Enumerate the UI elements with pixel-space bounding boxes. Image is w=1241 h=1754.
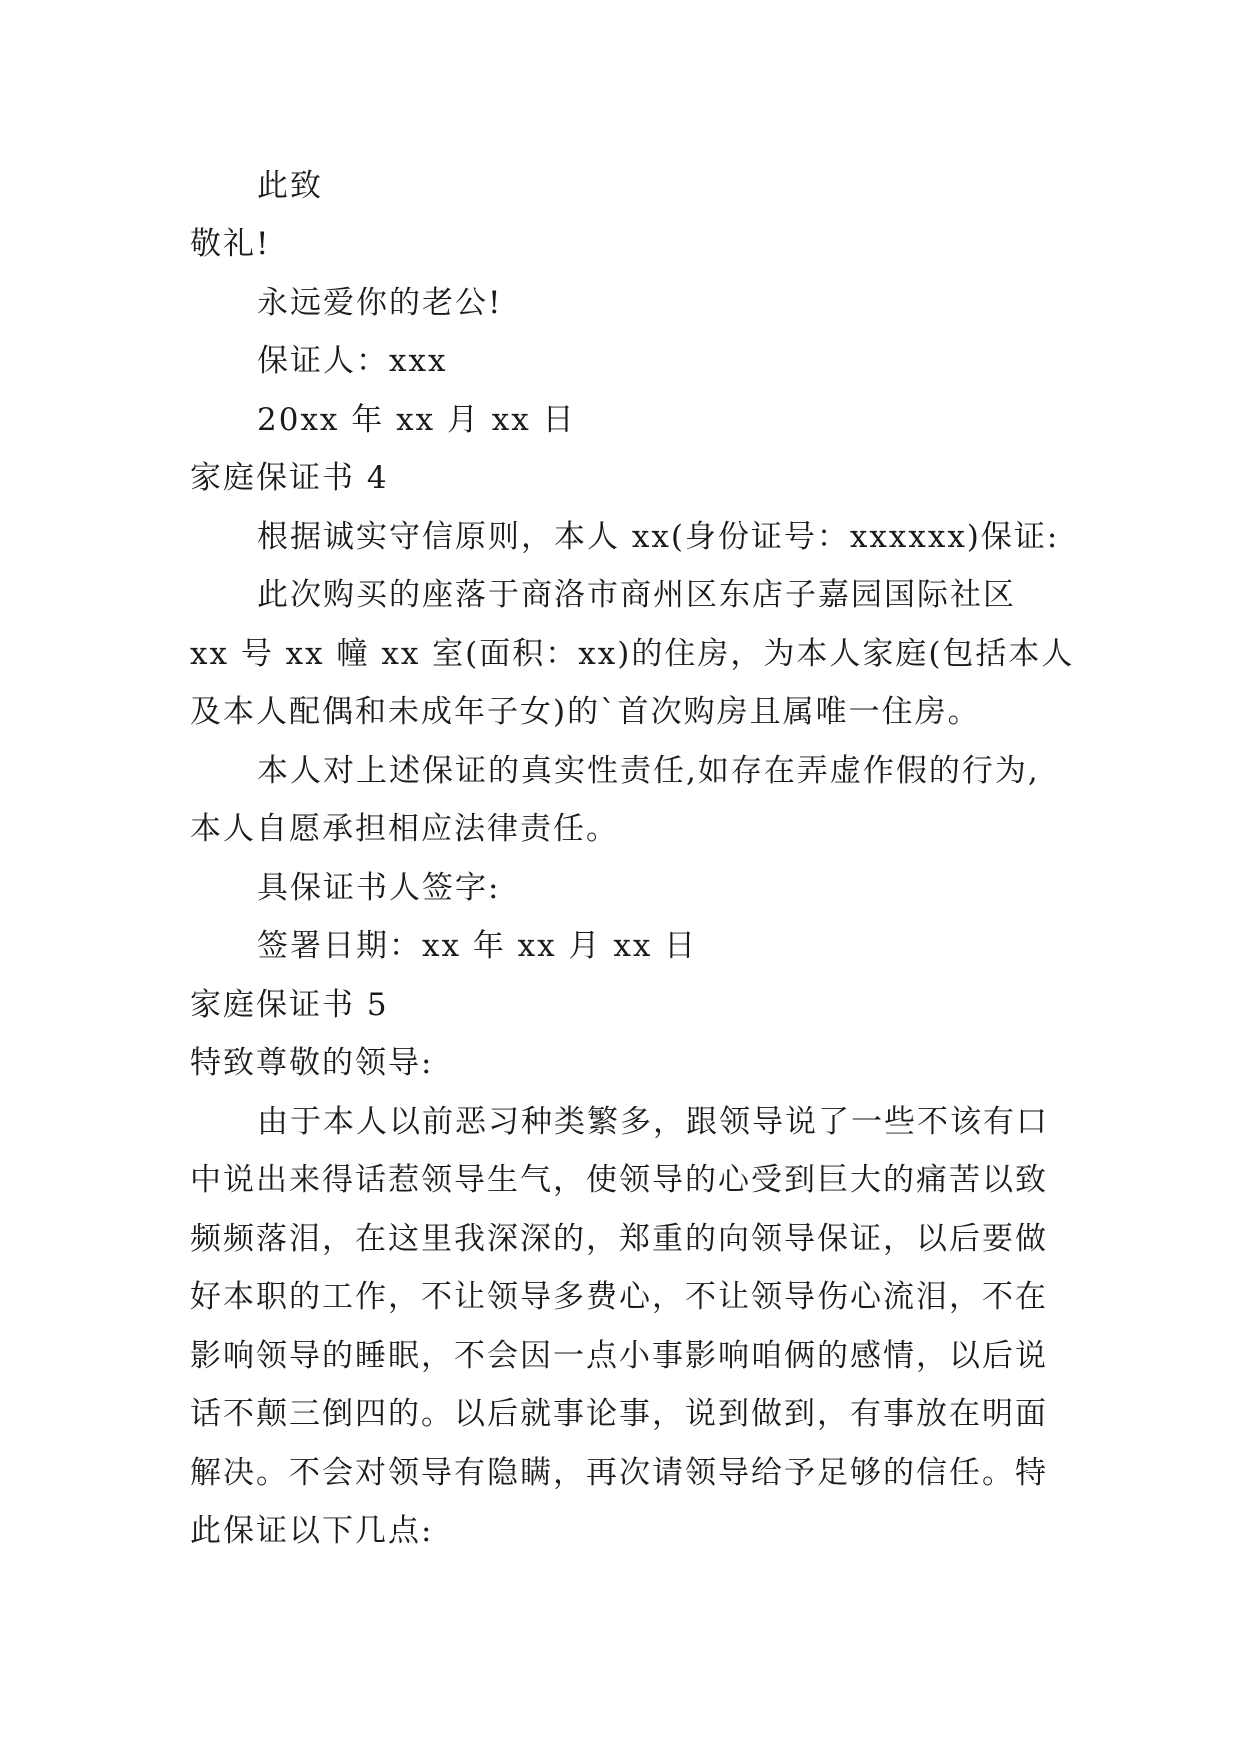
section4-paragraph-1: 根据诚实守信原则，本人 xx(身份证号：xxxxxx)保证:: [257, 519, 1060, 555]
section5-salutation: 特致尊敬的领导:: [190, 1045, 434, 1081]
closing-jing-li: 敬礼!: [190, 226, 271, 262]
section5-body-line: 由于本人以前恶习种类繁多，跟领导说了一些不该有口: [257, 1104, 1049, 1140]
closing-signoff: 永远爱你的老公!: [257, 285, 503, 321]
section5-body-line: 解决。不会对领导有隐瞒，再次请领导给予足够的信任。特: [190, 1455, 1048, 1491]
section4-paragraph-2-line-2: xx 号 xx 幢 xx 室(面积：xx)的住房，为本人家庭(包括本人: [190, 636, 1075, 672]
section5-body-line: 话不颠三倒四的。以后就事论事，说到做到，有事放在明面: [190, 1396, 1048, 1432]
section4-paragraph-2-line-3: 及本人配偶和未成年子女)的`首次购房且属唯一住房。: [190, 694, 981, 730]
closing-ci-zhi: 此致: [257, 168, 323, 204]
section4-sign-date: 签署日期：xx 年 xx 月 xx 日: [257, 928, 698, 964]
section5-body-line: 此保证以下几点:: [190, 1513, 434, 1549]
closing-guarantor: 保证人：xxx: [257, 343, 448, 379]
section5-body-line: 频频落泪，在这里我深深的，郑重的向领导保证，以后要做: [190, 1221, 1048, 1257]
closing-date: 20xx 年 xx 月 xx 日: [257, 402, 576, 438]
section5-title: 家庭保证书 5: [190, 987, 389, 1023]
section5-body-line: 影响领导的睡眠，不会因一点小事影响咱俩的感情，以后说: [190, 1338, 1048, 1374]
section4-paragraph-2-line-1: 此次购买的座落于商洛市商州区东店子嘉园国际社区: [257, 577, 1016, 613]
section4-paragraph-3-line-1: 本人对上述保证的真实性责任,如存在弄虚作假的行为,: [257, 753, 1040, 789]
section4-signer: 具保证书人签字:: [257, 870, 501, 906]
section4-paragraph-3-line-2: 本人自愿承担相应法律责任。: [190, 811, 619, 847]
section4-title: 家庭保证书 4: [190, 460, 389, 496]
section5-body-line: 好本职的工作，不让领导多费心，不让领导伤心流泪，不在: [190, 1279, 1048, 1315]
section5-body-line: 中说出来得话惹领导生气，使领导的心受到巨大的痛苦以致: [190, 1162, 1048, 1198]
